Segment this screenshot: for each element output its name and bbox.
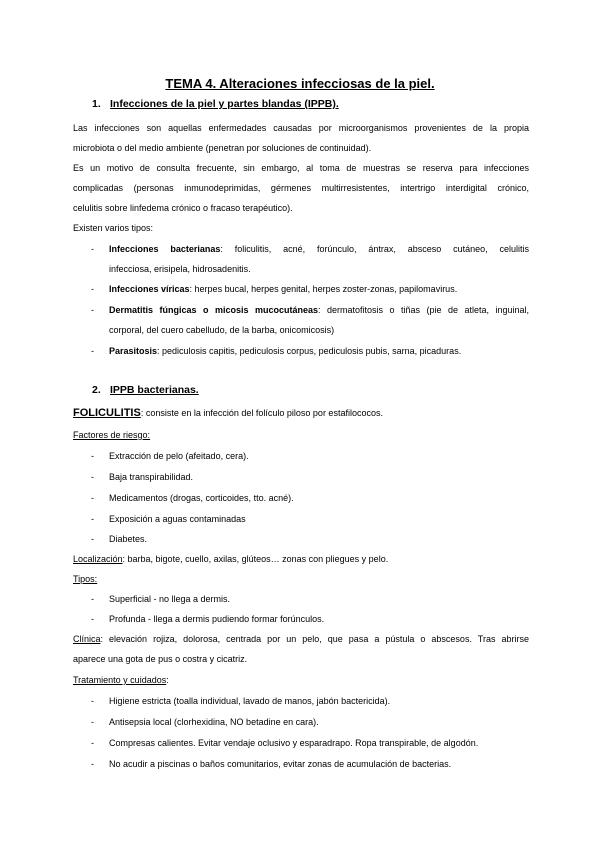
- bullet-dash: -: [91, 346, 94, 356]
- paragraph-2-line-3: celulitis sobre linfedema crónico o fracaso terapéutico).: [73, 203, 293, 213]
- clinica-line-1: [73, 633, 529, 645]
- type-term: Parasitosis: [109, 346, 158, 356]
- bullet-dash: -: [91, 759, 94, 769]
- type-item-viricas: [109, 283, 529, 295]
- bullet-dash: -: [91, 717, 94, 727]
- bullet-dash: -: [91, 493, 94, 503]
- foliculitis-term: FOLICULITIS: [73, 407, 141, 419]
- localizacion-label: Localización: [73, 554, 123, 564]
- risk-item: Baja transpirabilidad.: [109, 472, 194, 482]
- tratamiento-line: [73, 674, 529, 686]
- section-1-heading: [92, 98, 339, 110]
- bullet-dash: -: [91, 594, 94, 604]
- type-desc: : foliculitis, acné, forúnculo, ántrax, absceso cutáneo, celulitis: [220, 244, 529, 254]
- tratamiento-item: Antisepsia local (clorhexidina, NO betadine en cara).: [109, 717, 319, 727]
- clinica-text: : elevación rojiza, dolorosa, centrada por un pelo, que pasa a pústula o abscesos. Tras abrirse: [100, 634, 529, 644]
- type-item-bacterianas: [109, 243, 529, 255]
- bullet-dash: -: [91, 534, 94, 544]
- tipo-item: Superficial - no llega a dermis.: [109, 594, 231, 604]
- section-2-number: 2.: [92, 384, 101, 396]
- type-item-fungicas-line-2: corporal, del cuero cabelludo, de la barba, onicomicosis): [109, 325, 335, 335]
- risk-item: Diabetes.: [109, 534, 148, 544]
- clinica-label: Clínica: [73, 634, 101, 644]
- clinica-line-2: aparece una gota de pus o costra y cicatriz.: [73, 654, 248, 664]
- localizacion-text: : barba, bigote, cuello, axilas, glúteos… zonas con pliegues y pelo.: [122, 554, 389, 564]
- tratamiento-item: Compresas calientes. Evitar vendaje oclusivo y esparadrapo. Ropa transpirable, de algodón.: [109, 738, 479, 748]
- bullet-dash: -: [91, 472, 94, 482]
- bullet-dash: -: [91, 244, 94, 254]
- bullet-dash: -: [91, 514, 94, 524]
- section-2-title: IPPB bacterianas.: [110, 384, 199, 396]
- localizacion-line: [73, 553, 529, 565]
- bullet-dash: -: [91, 284, 94, 294]
- tratamiento-colon: :: [166, 675, 169, 685]
- risk-item: Medicamentos (drogas, corticoides, tto. acné).: [109, 493, 294, 503]
- section-2-heading: [92, 384, 199, 396]
- bullet-dash: -: [91, 451, 94, 461]
- paragraph-1-line-2: microbiota o del medio ambiente (penetran por soluciones de continuidad).: [73, 143, 372, 153]
- type-item-bacterianas-line-2: infecciosa, erisipela, hidrosadenitis.: [109, 264, 251, 274]
- tratamiento-item: No acudir a piscinas o baños comunitarios, evitar zonas de acumulación de bacterias.: [109, 759, 452, 769]
- tipos-label: Tipos:: [73, 574, 98, 584]
- bullet-dash: -: [91, 696, 94, 706]
- risk-item: Extracción de pelo (afeitado, cera).: [109, 451, 249, 461]
- risk-item: Exposición a aguas contaminadas: [109, 514, 246, 524]
- type-desc: : dermatofitosis o tiñas (pie de atleta, inguinal,: [318, 305, 529, 315]
- tipo-item: Profunda - llega a dermis pudiendo formar forúnculos.: [109, 614, 325, 624]
- paragraph-2-line-1: Es un motivo de consulta frecuente, sin embargo, al toma de muestras se reserva para infecciones: [73, 163, 529, 173]
- type-desc: : pediculosis capitis, pediculosis corpus, pediculosis pubis, sarna, picaduras.: [157, 346, 462, 356]
- foliculitis-desc: : consiste en la infección del folículo piloso por estafilococos.: [140, 408, 383, 418]
- bullet-dash: -: [91, 738, 94, 748]
- paragraph-2-line-2: complicadas (personas inmunodeprimidas, gérmenes multirresistentes, intertrigo interdigital crónico,: [73, 183, 529, 193]
- type-term: Infecciones bacterianas: [109, 244, 221, 254]
- document-title: TEMA 4. Alteraciones infecciosas de la piel.: [165, 76, 435, 91]
- type-desc: : herpes bucal, herpes genital, herpes zoster-zonas, papilomavirus.: [189, 284, 458, 294]
- type-item-fungicas: [109, 304, 529, 316]
- foliculitis-definition: [73, 407, 529, 419]
- types-intro: Existen varios tipos:: [73, 223, 154, 233]
- bullet-dash: -: [91, 305, 94, 315]
- paragraph-1-line-1: Las infecciones son aquellas enfermedades causadas por microorganismos provenientes de la propia: [73, 123, 529, 133]
- risk-factors-label: Factores de riesgo:: [73, 430, 151, 440]
- type-item-parasitosis: [109, 345, 529, 357]
- type-term: Infecciones víricas: [109, 284, 190, 294]
- tratamiento-item: Higiene estricta (toalla individual, lavado de manos, jabón bactericida).: [109, 696, 391, 706]
- section-1-title: Infecciones de la piel y partes blandas (IPPB).: [110, 98, 339, 110]
- tratamiento-label: Tratamiento y cuidados: [73, 675, 167, 685]
- section-1-number: 1.: [92, 98, 101, 110]
- type-term: Dermatitis fúngicas o micosis mucocutáneas: [109, 305, 318, 315]
- bullet-dash: -: [91, 614, 94, 624]
